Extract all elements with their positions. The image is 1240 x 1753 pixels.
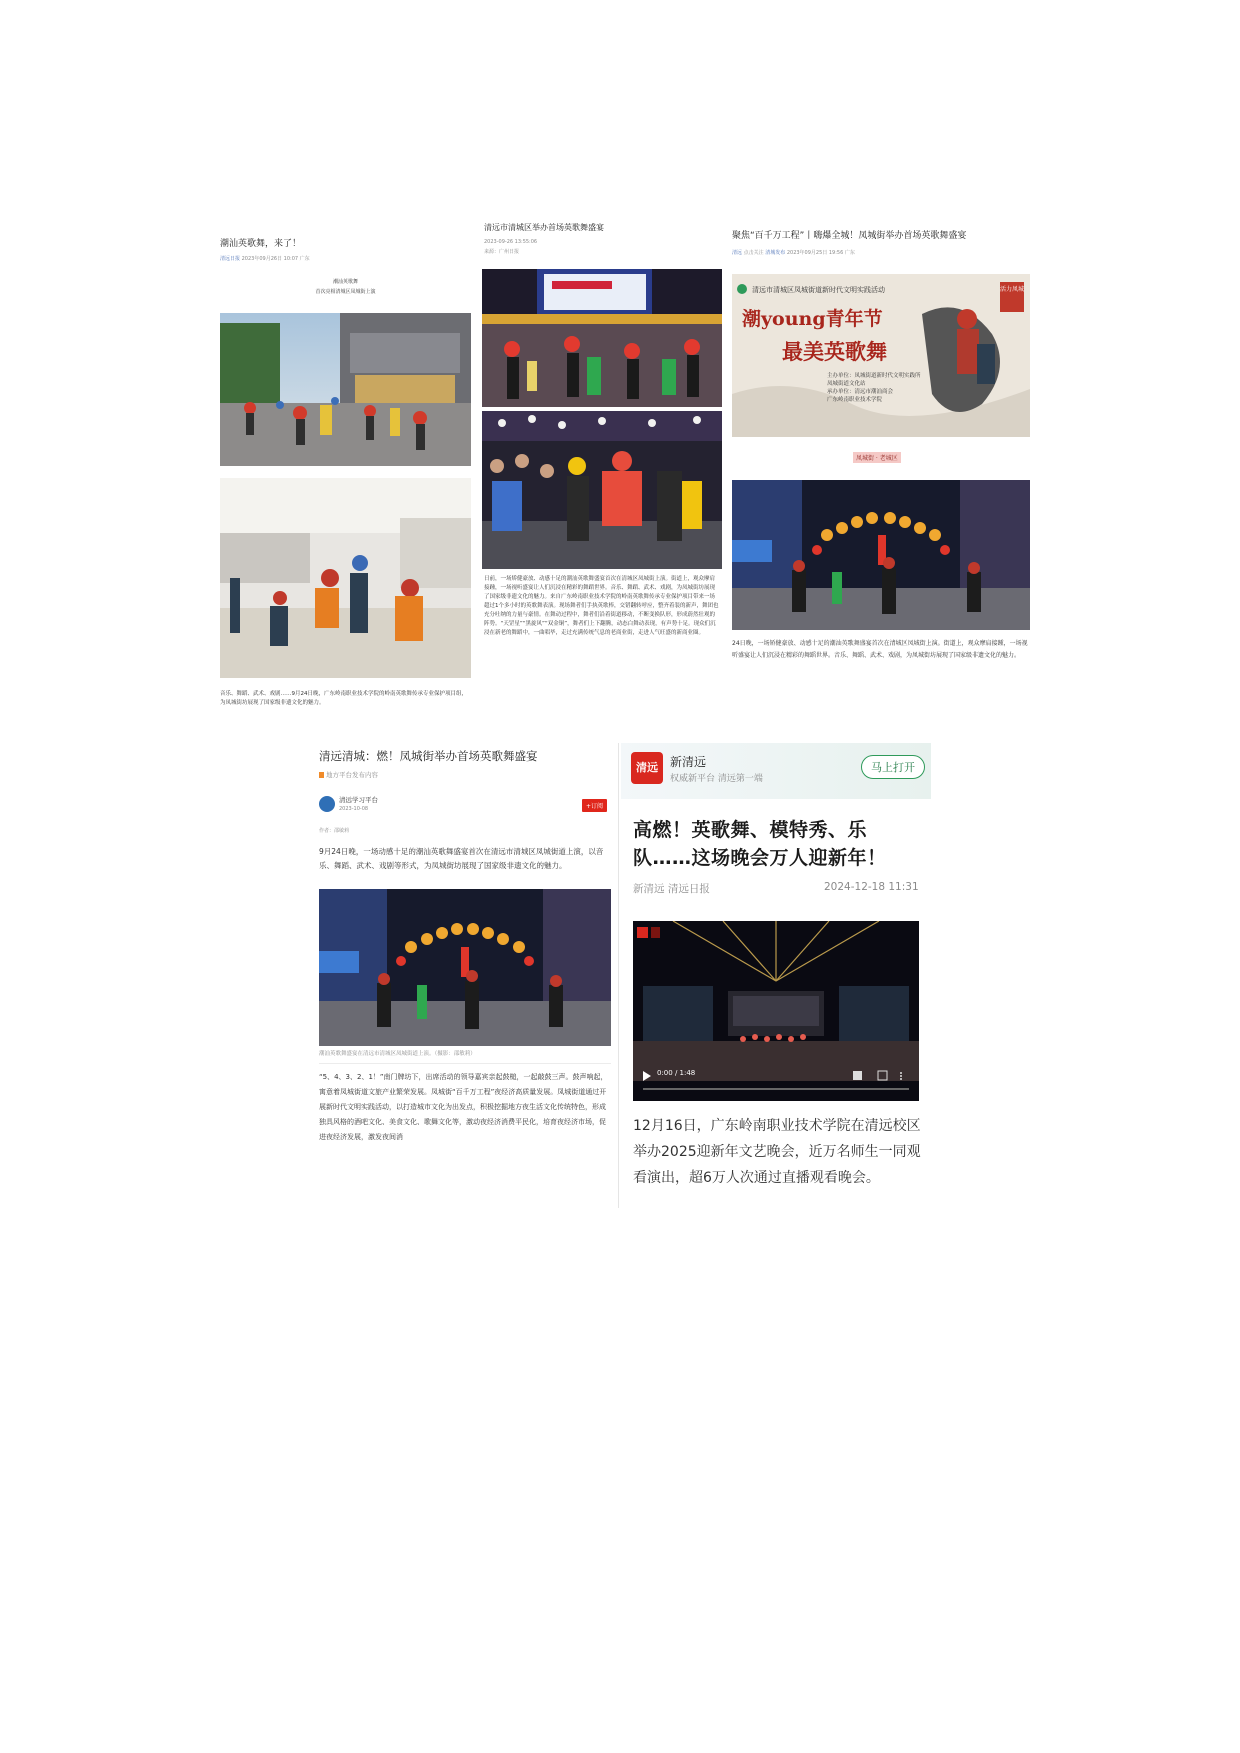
publish-date: 2023-09-26 13:55:06	[484, 239, 538, 245]
poster-info-line: 凤城街道文化站	[827, 381, 866, 387]
dance-photo-mall-interior	[220, 478, 471, 678]
dance-photo-night-street	[482, 269, 722, 407]
photo-caption: 潮汕英歌舞盛宴在清远市清城区凤城街道上演。（摄影：邵敏莉）	[319, 1051, 476, 1057]
meta-tag-1[interactable]: 清远	[732, 250, 743, 256]
app-slogan: 权威新平台 清远第一端	[670, 774, 763, 784]
volume-icon[interactable]	[851, 1069, 863, 1081]
more-icon[interactable]	[897, 1069, 905, 1081]
video-player[interactable]	[633, 921, 919, 1101]
poster-corner-seal: 活力凤城	[1000, 286, 1025, 293]
subscribe-button[interactable]: +订阅	[582, 799, 607, 812]
article-meta	[732, 249, 855, 257]
publish-date: 2023年09月25日 19:56 广东	[786, 250, 855, 256]
source-tag[interactable]: 清远日报	[220, 256, 241, 262]
header-line-1: 潮汕英歌舞	[332, 279, 358, 285]
poster-info	[827, 372, 921, 404]
article-title: 聚焦“百千万工程”丨嗨爆全城！凤城街举办首场英歌舞盛宴	[732, 231, 967, 241]
article-title: 清远清城：燃！凤城街举办首场英歌舞盛宴	[319, 749, 538, 763]
poster-info-line: 承办单位：清远市潮汕商会	[827, 389, 894, 395]
document-icon	[319, 772, 324, 778]
article-source: 来源：广州日报	[484, 249, 520, 255]
article-title: 潮汕英歌舞，来了！	[220, 239, 302, 249]
meta-tag-3[interactable]: 清城发布	[765, 250, 786, 256]
article-paragraph-1: 9月24日晚，一场动感十足的潮汕英歌舞盛宴首次在清远市清城区凤城街道上演，以音乐、舞蹈、武术、戏剧等形式，为凤城街坊展现了国家级非遗文化的魅力。	[319, 847, 604, 870]
author-line: 作者：邵敏莉	[319, 828, 350, 834]
divider	[319, 1063, 611, 1064]
poster-title-2: 最美英歌舞	[782, 339, 887, 364]
app-logo[interactable]	[631, 752, 663, 784]
publish-date: 2023年09月26日 10:07 广东	[241, 256, 310, 262]
app-logo-text: 清远	[636, 761, 658, 774]
article-body: 24日晚，一场矫健豪放、动感十足的潮汕英歌舞盛宴首次在清城区凤城街上演。街道上，观众摩肩接踵，一场视听盛宴让人们沉浸在精彩的舞蹈世界。音乐、舞蹈、武术、戏剧，为凤城街坊展现了国家级非遗文化的魅力。	[732, 640, 1028, 659]
publish-date: 2024-12-18 11:31	[824, 881, 919, 893]
platform-text: 地方平台发布内容	[326, 771, 378, 779]
article-caption: 音乐、舞蹈、武术、戏剧……9月24日晚，广东岭南职业技术学院的岭南英歌舞传承专业保护项目组，为凤城街坊展现了国家级非遗文化的魅力。	[220, 691, 468, 706]
publish-date: 2023-10-08	[339, 806, 369, 812]
meta-tag-2[interactable]: 点击关注	[743, 250, 764, 256]
article-panel-2	[482, 222, 722, 732]
article-panel-1	[218, 238, 473, 726]
poster-title-1: 潮young青年节	[742, 308, 883, 330]
avatar[interactable]	[319, 796, 335, 812]
dance-photo-lantern-street	[319, 889, 611, 1046]
article-title: 清远市清城区举办首场英歌舞盛宴	[484, 223, 604, 232]
caption-tag: 凤城街 · 老城区	[853, 452, 901, 463]
article-body: 12月16日，广东岭南职业技术学院在清远校区举办2025迎新年文艺晚会，近万名师生一同观看演出，超6万人次通过直播观看晚会。	[633, 1118, 921, 1186]
article-paragraph-2: “5、4、3、2、1！”南门牌坊下，出席活动的领导嘉宾亲起鼓槌，一起敲鼓三声。鼓声响起，寓意着凤城街道文旅产业繁荣发展。凤城街“百千万工程”夜经济高质量发展。凤城街道通过开展新时代文明实践活动，以打造城市文化为出发点，积极挖掘地方夜生活文化传统特色，形成独具风格的酒吧文化、美食文化、歌舞文化等，激动夜经济消费平民化，培育夜经济市场，促进夜经济发展，激发夜间消	[319, 1073, 608, 1141]
dance-photo-crowd	[482, 411, 722, 569]
article-source: 新清远 清远日报	[633, 883, 710, 895]
open-app-button[interactable]: 马上打开	[861, 755, 925, 779]
article-panel-4	[310, 743, 619, 1208]
header-line-2: 首次亮相清城区凤城街上演	[315, 289, 376, 295]
article-body: 日前，一场矫健豪放、动感十足的潮汕英歌舞盛宴首次在清城区凤城街上演。街道上，观众摩肩接踵，一场视听盛宴让人们沉浸在精彩的舞蹈世界。音乐、舞蹈、武术、戏剧，为凤城街坊展现了国家级非遗文化的魅力。来自广东岭南职业技术学院的岭南英歌舞传承专业保护项目带来一场超过1个多小时的英歌舞表演。现场舞者们手执英歌棒，交错翻转呼应，整齐着装的新声，舞团也充分吐纳的力量与豪情。在舞动过程中，舞者们沿着街道移动，不断变换队形，形成蔚然壮观的阵势。“天罡星”“黑旋风”“双金铜”，舞者们上下翻腾，动态白舞动表现，有声势十足。现众们沉浸在新老的舞蹈中，一曲唱毕，走过充满传统气息的老商业街，走进人气旺盛的新商业圈。	[484, 576, 719, 636]
event-poster	[732, 274, 1030, 437]
platform-label	[319, 771, 378, 779]
account-name[interactable]: 清远学习平台	[339, 796, 378, 804]
article-panel-3	[730, 230, 1032, 730]
poster-info-line: 主办单位：凤城街道新时代文明实践所	[827, 373, 921, 379]
poster-header: 清远市清城区凤城街道新时代文明实践活动	[752, 286, 885, 294]
dance-photo-lantern-street	[732, 480, 1030, 630]
article-meta	[220, 255, 310, 263]
fullscreen-icon[interactable]	[876, 1069, 888, 1081]
article-panel-5	[621, 743, 931, 1208]
article-title: 高燃！英歌舞、模特秀、乐队……这场晚会万人迎新年！	[633, 819, 887, 869]
play-icon[interactable]	[641, 1068, 655, 1082]
poster-info-line: 广东岭南职业技术学院	[827, 397, 883, 403]
app-name: 新清远	[670, 755, 707, 769]
dance-photo-mall-exterior	[220, 313, 471, 466]
video-time: 0:00 / 1:48	[657, 1069, 696, 1077]
